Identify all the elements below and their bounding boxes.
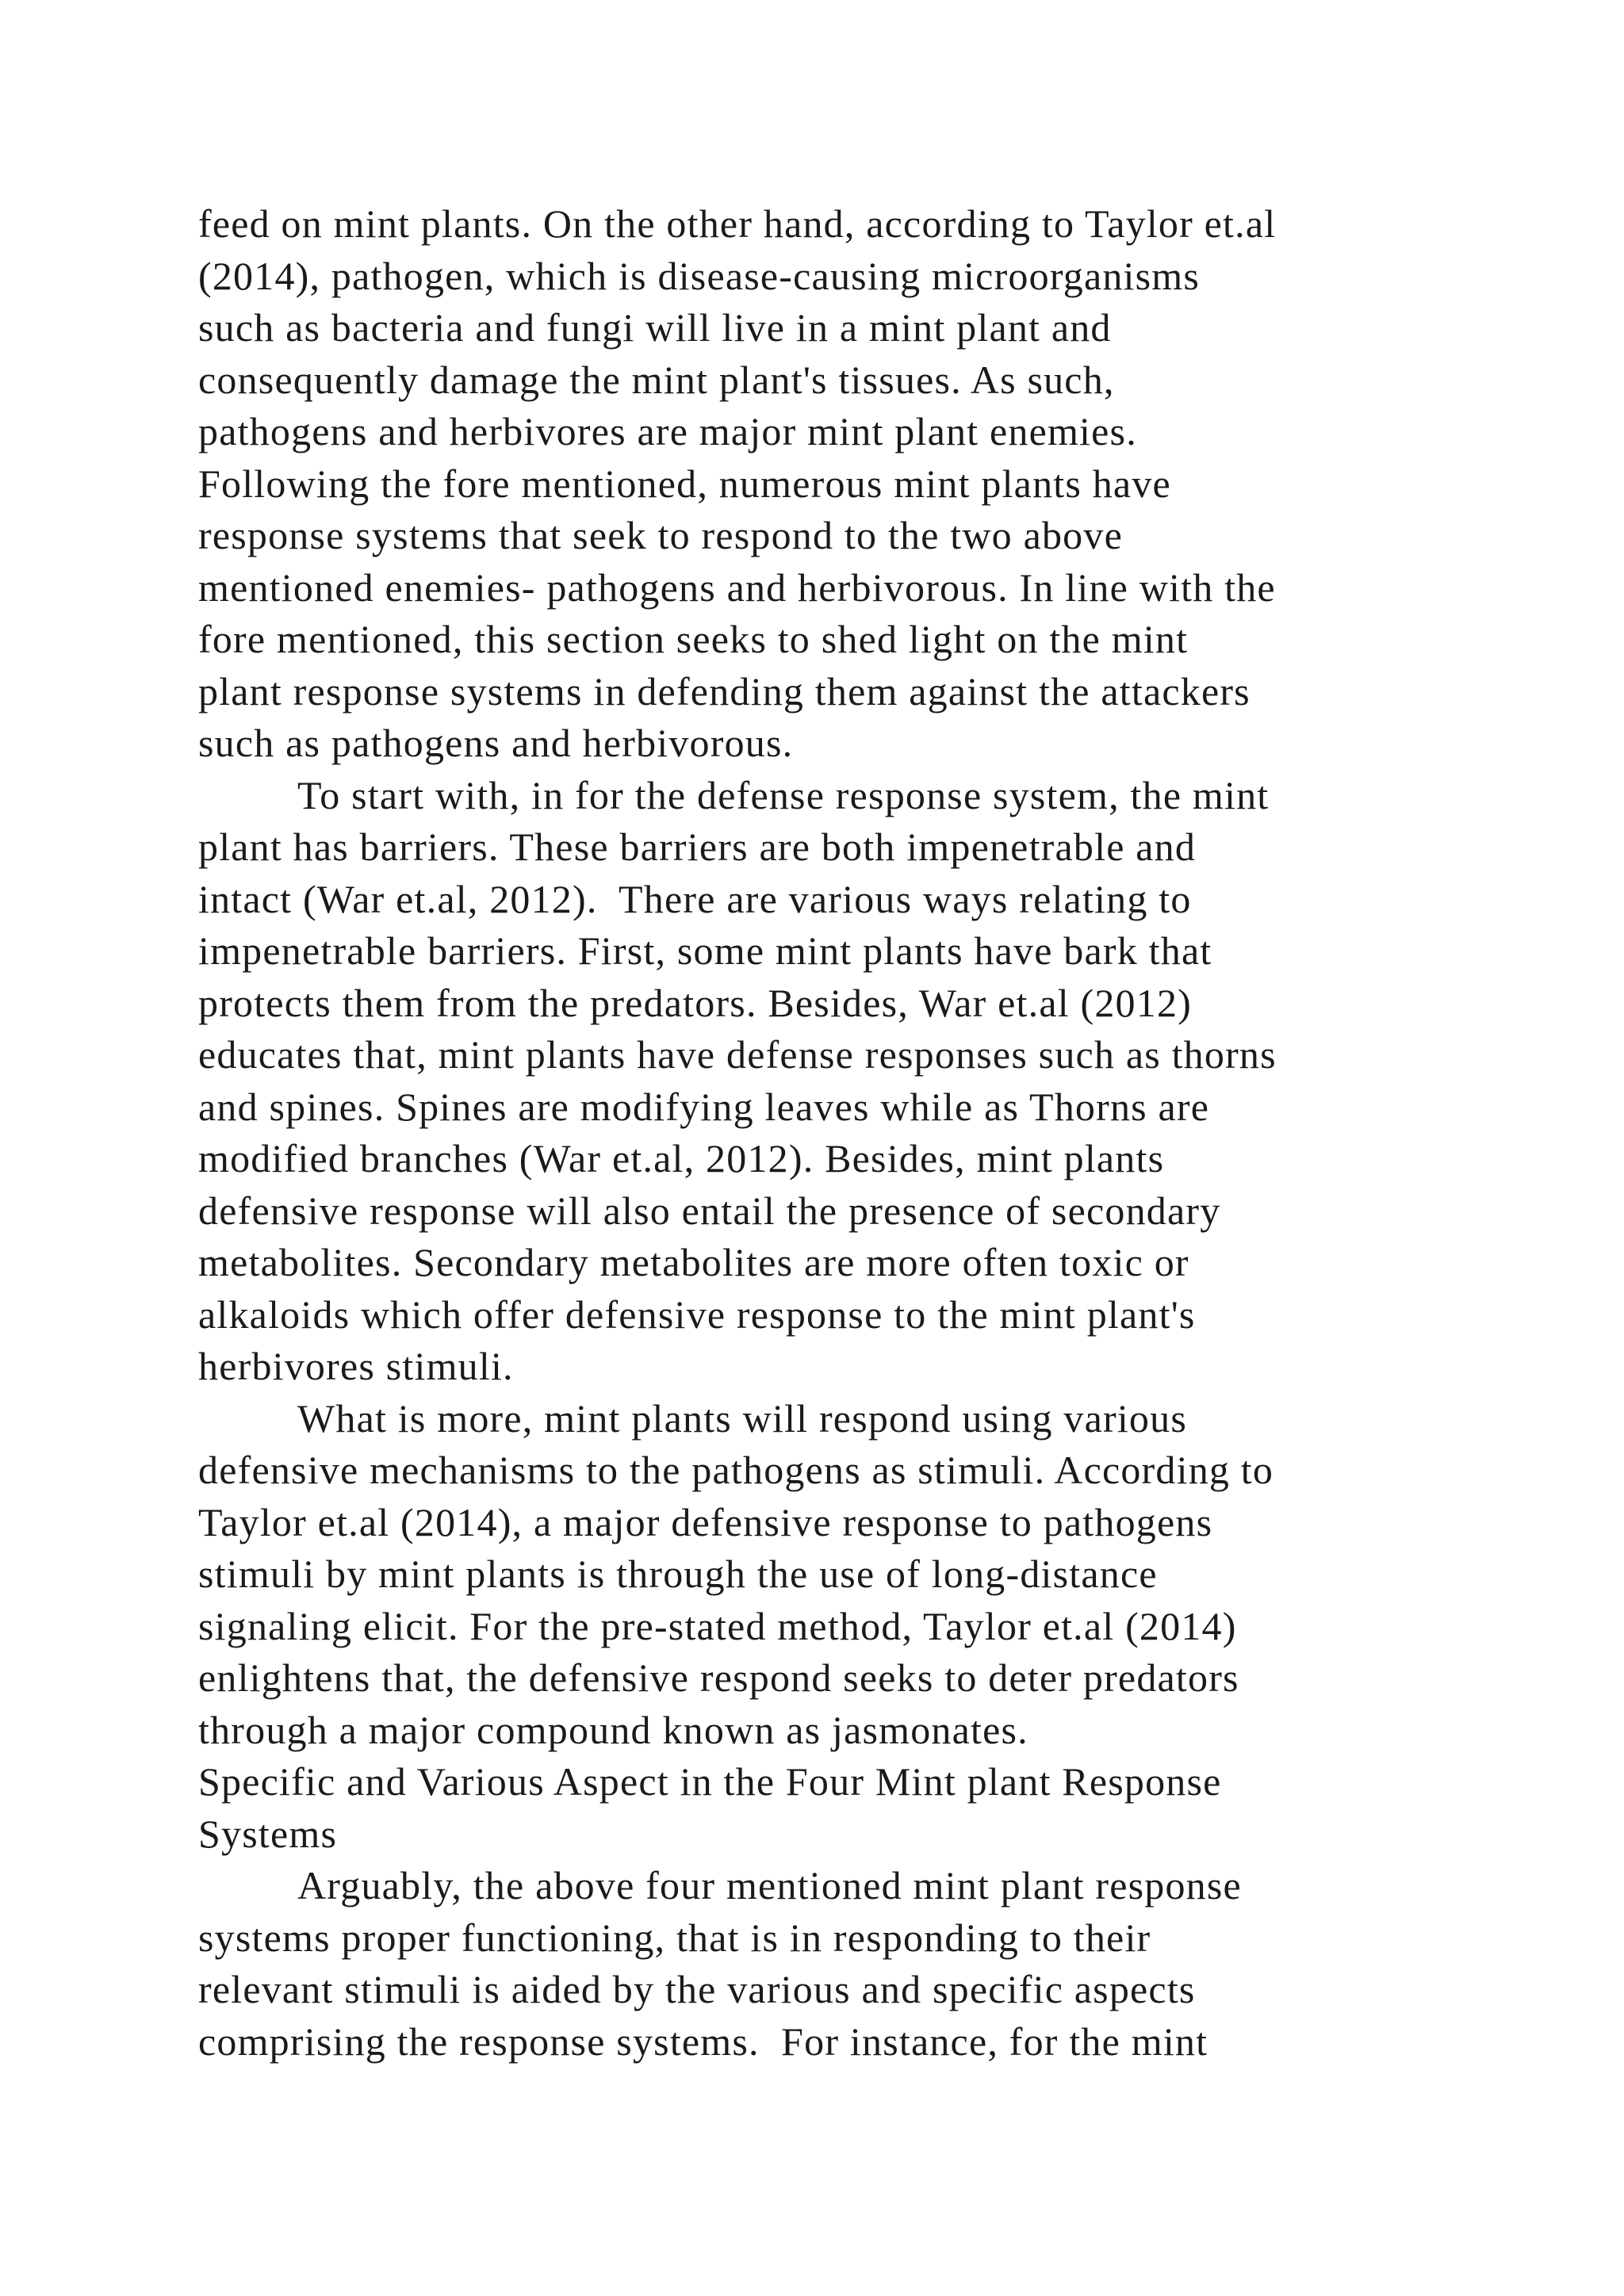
text-line: relevant stimuli is aided by the various and specific aspects xyxy=(198,1967,1196,2011)
text-line: To start with, in for the defense response system, the mint xyxy=(297,772,1270,817)
text-line: through a major compound known as jasmonates. xyxy=(198,1707,1028,1752)
text-line: signaling elicit. For the pre-stated method, Taylor et.al (2014) xyxy=(198,1603,1237,1648)
text-line: comprising the response systems. For instance, for the mint xyxy=(198,2019,1208,2064)
text-line: metabolites. Secondary metabolites are more often toxic or xyxy=(198,1240,1189,1284)
text-line: Taylor et.al (2014), a major defensive response to pathogens xyxy=(198,1499,1213,1544)
text-line: protects them from the predators. Besides, War et.al (2012) xyxy=(198,980,1193,1025)
section-heading: Specific and Various Aspect in the Four Mint plant Response xyxy=(198,1759,1222,1804)
text-line: such as pathogens and herbivorous. xyxy=(198,721,794,765)
text-line: enlightens that, the defensive respond seeks to deter predators xyxy=(198,1655,1239,1700)
text-line: mentioned enemies- pathogens and herbivorous. In line with the xyxy=(198,564,1276,610)
text-line: and spines. Spines are modifying leaves while as Thorns are xyxy=(198,1084,1210,1129)
text-line: pathogens and herbivores are major mint plant enemies. xyxy=(198,409,1137,453)
text-line: plant has barriers. These barriers are both impenetrable and xyxy=(198,825,1197,869)
text-line: impenetrable barriers. First, some mint plants have bark that xyxy=(198,928,1212,973)
text-line: Arguably, the above four mentioned mint plant response xyxy=(297,1863,1242,1908)
text-line: defensive response will also entail the presence of secondary xyxy=(198,1188,1221,1233)
text-line: alkaloids which offer defensive response to the mint plant's xyxy=(198,1292,1196,1337)
text-line: stimuli by mint plants is through the use of long-distance xyxy=(198,1552,1158,1596)
text-line: defensive mechanisms to the pathogens as stimuli. According to xyxy=(198,1448,1274,1492)
text-line: Following the fore mentioned, numerous mint plants have xyxy=(198,461,1171,506)
body-text xyxy=(198,198,1467,2068)
text-line: intact (War et.al, 2012). There are various ways relating to xyxy=(198,876,1192,921)
section-heading: Systems xyxy=(198,1811,338,1856)
text-line: consequently damage the mint plant's tissues. As such, xyxy=(198,357,1115,402)
text-line: such as bacteria and fungi will live in a mint plant and xyxy=(198,305,1112,350)
text-line: plant response systems in defending them against the attackers xyxy=(198,668,1251,714)
text-line: feed on mint plants. On the other hand, according to Taylor et.al xyxy=(198,201,1277,246)
text-line: (2014), pathogen, which is disease-causing microorganisms xyxy=(198,253,1201,298)
text-line: educates that, mint plants have defense responses such as thorns xyxy=(198,1032,1277,1077)
text-line: systems proper functioning, that is in responding to their xyxy=(198,1915,1151,1960)
text-line: What is more, mint plants will respond using various xyxy=(297,1395,1187,1441)
text-line: modified branches (War et.al, 2012). Besides, mint plants xyxy=(198,1136,1165,1181)
text-line: herbivores stimuli. xyxy=(198,1344,514,1388)
text-line: fore mentioned, this section seeks to shed light on the mint xyxy=(198,617,1189,661)
text-line: response systems that seek to respond to the two above xyxy=(198,513,1123,557)
